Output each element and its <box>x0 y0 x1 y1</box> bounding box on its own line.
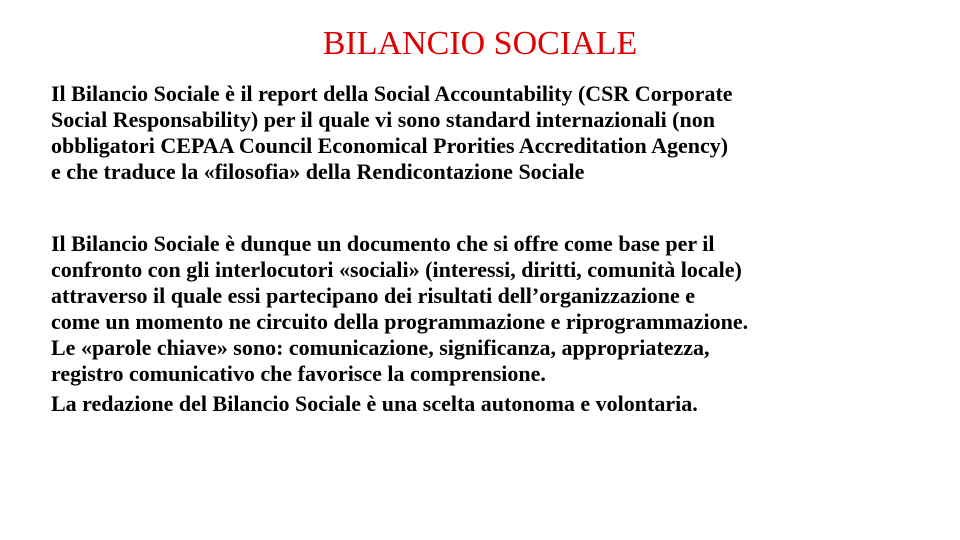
text-line: Social Responsability) per il quale vi sono standard internazionali (non <box>51 107 715 132</box>
text-line: attraverso il quale essi partecipano dei risultati dell’organizzazione e <box>51 283 696 308</box>
paragraph-stakeholder-dialogue <box>51 231 951 387</box>
text-line: La redazione del Bilancio Sociale è una scelta autonoma e volontaria. <box>51 391 698 416</box>
text-line: registro comunicativo che favorisce la comprensione. <box>51 361 546 386</box>
slide-title: BILANCIO SOCIALE <box>322 25 638 62</box>
slide-body <box>51 81 951 417</box>
text-line: obbligatori CEPAA Council Economical Prorities Accreditation Agency) <box>51 133 729 158</box>
paragraph-csr-definition <box>51 81 951 185</box>
paragraph-voluntary-choice <box>51 391 951 417</box>
text-line: come un momento ne circuito della programmazione e riprogrammazione. <box>51 309 749 334</box>
text-line: Le «parole chiave» sono: comunicazione, significanza, appropriatezza, <box>51 335 710 360</box>
text-line: Il Bilancio Sociale è dunque un documento che si offre come base per il <box>51 231 715 256</box>
text-line: Il Bilancio Sociale è il report della Social Accountability (CSR Corporate <box>51 81 733 106</box>
text-line: confronto con gli interlocutori «sociali» (interessi, diritti, comunità locale) <box>51 257 742 282</box>
text-line: e che traduce la «filosofia» della Rendicontazione Sociale <box>51 159 585 184</box>
